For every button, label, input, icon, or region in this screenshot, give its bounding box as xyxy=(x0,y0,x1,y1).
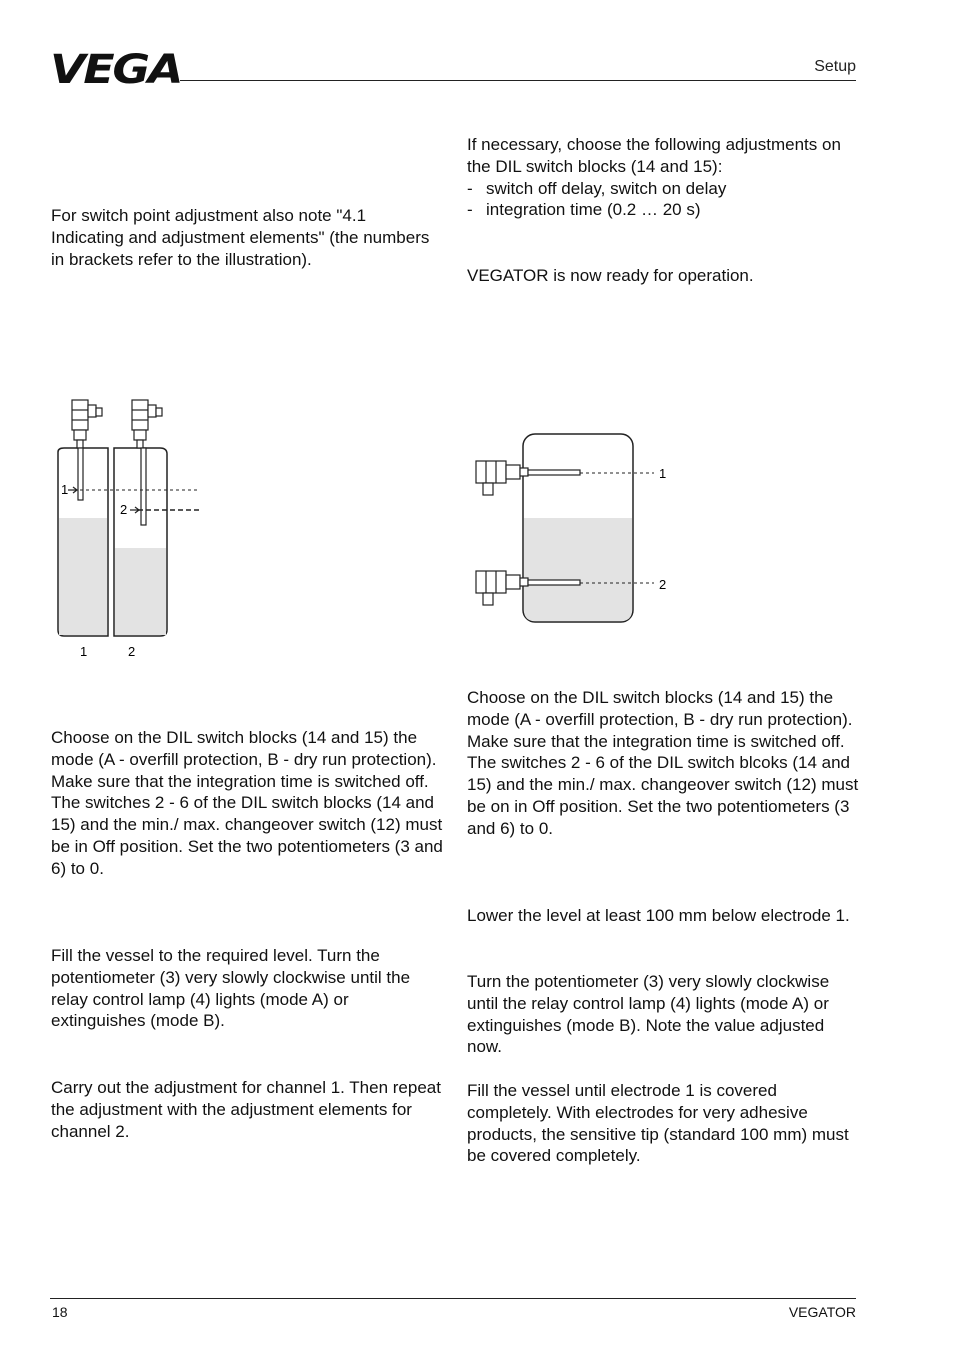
left-intro: For switch point adjustment also note "4.1 Indicating and adjustment elements" (the numbers in brackets refer to the illustration). xyxy=(51,206,430,269)
right-intro: If necessary, choose the following adjustments on the DIL switch blocks (14 and 15): xyxy=(467,135,841,176)
left-para-3: Carry out the adjustment for channel 1. Then repeat the adjustment with the adjustment elements for channel 2. xyxy=(51,1078,441,1141)
ready-text: VEGATOR is now ready for operation. xyxy=(467,266,754,285)
left-para-1: Choose on the DIL switch blocks (14 and 15) the mode (A - overfill protection, B - dry run protection). Make sure that the integration time is switched off. The switches 2 - 6 of the DIL switch blocks (14 and 15) and the min./ max. changeover switch (12) must be in Off position. Set the two potentiometers (3 and 6) to 0. xyxy=(51,728,443,878)
header-rule xyxy=(180,80,856,81)
section-title: Setup xyxy=(814,58,856,75)
bullet-item: - integration time (0.2 … 20 s) xyxy=(467,199,859,221)
fig-label-2: 2 xyxy=(659,577,667,592)
product-name: VEGATOR xyxy=(788,1304,856,1320)
arrow-2 xyxy=(130,507,139,513)
right-intro-block xyxy=(467,134,859,221)
rod-1 xyxy=(78,448,83,500)
sensor-head-1 xyxy=(72,400,102,448)
footer-rule xyxy=(50,1298,856,1299)
right-para-1: Choose on the DIL switch blocks (14 and 15) the mode (A - overfill protection, B - dry run protection). Make sure that the integration time is switched off. The switches 2 - 6 of the DIL switch blcoks (14 and 15) and the min./ max. changeover switch (12) must be on in Off position. Set the two potentiometers (3 and 6) to 0. xyxy=(467,688,859,838)
fig-label-2: 2 xyxy=(120,502,128,517)
rod-2 xyxy=(141,448,146,525)
arrow-1 xyxy=(68,487,77,493)
right-para-3: Turn the potentiometer (3) very slowly clockwise until the relay control lamp (4) lights (mode A) or extinguishes (mode B). Note the value adjusted now. xyxy=(467,972,830,1057)
vega-logo: VEGA xyxy=(50,47,182,93)
figure-two-vessels xyxy=(50,392,220,667)
fig-label-1: 1 xyxy=(61,482,69,497)
left-para-2: Fill the vessel to the required level. Turn the potentiometer (3) very slowly clockwise until the relay control lamp (4) lights (mode A) or extinguishes (mode B). xyxy=(51,946,411,1031)
page-number: 18 xyxy=(52,1304,68,1320)
vessel-2-liquid xyxy=(115,548,166,635)
figure-horizontal-electrodes xyxy=(466,428,686,628)
vessel-1-liquid xyxy=(59,518,107,635)
right-para-4: Fill the vessel until electrode 1 is covered completely. With electrodes for very adhesive products, the sensitive tip (standard 100 mm) must be covered completely. xyxy=(467,1081,849,1166)
right-para-2: Lower the level at least 100 mm below electrode 1. xyxy=(467,906,850,925)
vessel-label-1: 1 xyxy=(80,644,88,659)
fig-label-1: 1 xyxy=(659,466,667,481)
bullet-item: - switch off delay, switch on delay xyxy=(467,178,859,200)
vessel-label-2: 2 xyxy=(128,644,136,659)
vessel-liquid xyxy=(524,518,632,621)
sensor-head-2 xyxy=(132,400,162,448)
